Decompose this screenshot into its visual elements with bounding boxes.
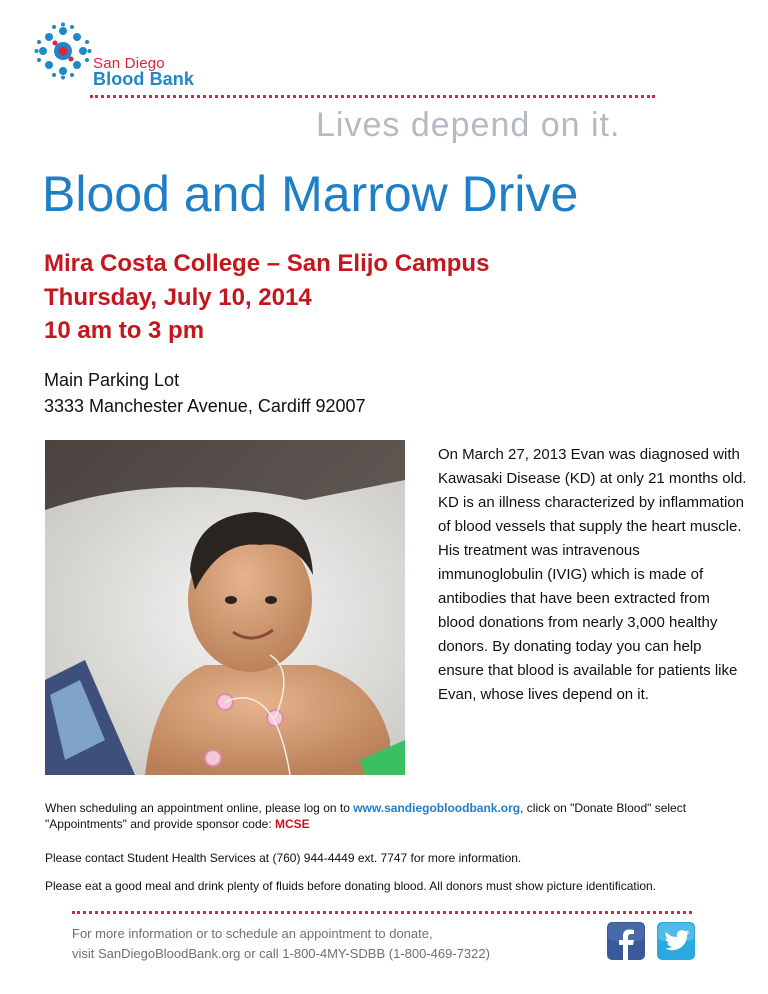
logo-text-line1: San Diego (93, 55, 165, 72)
facebook-icon[interactable] (607, 922, 645, 960)
patient-photo (45, 440, 405, 775)
donor-advice: Please eat a good meal and drink plenty of fluids before donating blood. All donors must show picture identification. (45, 879, 657, 893)
footer-line2: visit SanDiegoBloodBank.org or call 1-800-4MY-SDBB (1-800-469-7322) (72, 946, 490, 961)
footer-line1: For more information or to schedule an appointment to donate, (72, 926, 433, 941)
logo-text-line2: Blood Bank (93, 69, 195, 89)
event-location: Mira Costa College – San Elijo Campus (44, 250, 490, 277)
scheduling-text-before: When scheduling an appointment online, please log on to (45, 801, 354, 815)
sponsor-code: MCSE (275, 817, 310, 831)
contact-info: Please contact Student Health Services at (760) 944-4449 ext. 7747 for more information. (45, 851, 522, 865)
blood-bank-website-link[interactable]: www.sandiegobloodbank.org (353, 801, 521, 815)
address-line1: Main Parking Lot (44, 370, 180, 390)
event-time: 10 am to 3 pm (44, 317, 205, 344)
twitter-icon[interactable] (657, 922, 695, 960)
top-dotted-divider (90, 95, 655, 98)
scheduling-text-after: , click on "Donate Blood" select "Appointments" and provide sponsor code: (45, 801, 687, 831)
tagline: Lives depend on it. (316, 106, 621, 144)
scheduling-instructions (45, 800, 735, 832)
blood-bank-logo-icon (34, 22, 92, 80)
address-line2: 3333 Manchester Avenue, Cardiff 92007 (44, 396, 366, 416)
patient-story: On March 27, 2013 Evan was diagnosed with Kawasaki Disease (KD) at only 21 months old. KD is an illness characterized by inflammation of blood vessels that supply the heart muscle. His treatment was intravenous immunoglobulin (IVIG) which is made of antibodies that have been extracted from blood donations from nearly 3,000 healthy donors. By donating today you can help ensure that blood is available for patients like Evan, whose lives depend on it. (438, 446, 747, 703)
page-title: Blood and Marrow Drive (42, 166, 579, 222)
bottom-dotted-divider (72, 911, 692, 914)
event-date: Thursday, July 10, 2014 (44, 284, 312, 311)
